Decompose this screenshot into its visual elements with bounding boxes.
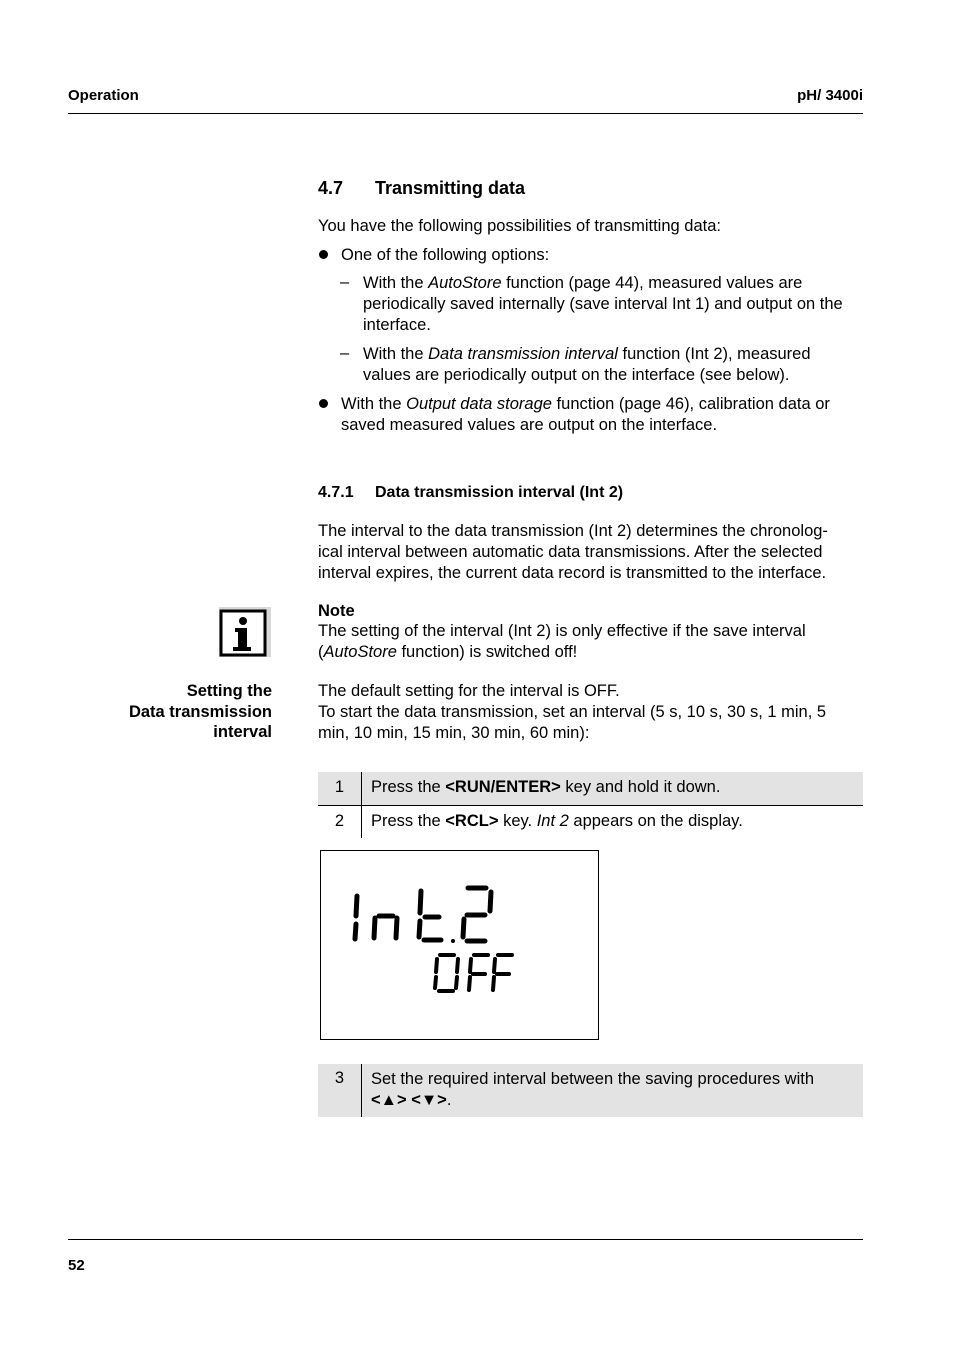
bullet-icon [319, 250, 328, 259]
steps-table [318, 772, 863, 838]
subsection-paragraph: The interval to the data transmission (Int 2) determines the chronolog- ical interval between automatic data transmissions. After the selected interval expires, the current data record is transmitted to the interface. [318, 522, 828, 582]
bullet-icon [319, 399, 328, 408]
step-number: 1 [318, 772, 362, 805]
sub-option-2: With the Data transmission interval function (Int 2), measured values are periodically output on the interface (see below). [363, 345, 811, 384]
up-arrow-key: <▲> [371, 1091, 407, 1109]
note-text: The setting of the interval (Int 2) is only effective if the save interval (AutoStore function) is switched off! [318, 622, 806, 661]
info-icon [219, 607, 271, 657]
lcd-display [320, 850, 599, 1040]
dash-icon: – [340, 344, 350, 362]
bullet-2-text: With the Output data storage function (page 46), calibration data or saved measured values are output on the interface. [341, 395, 830, 434]
subsection-number: 4.7.1 [318, 484, 354, 501]
step-row [318, 805, 863, 838]
lcd-line-2 [598, 851, 599, 852]
step-text: Press the <RCL> key. Int 2 appears on the display. [371, 811, 743, 830]
down-arrow-key: <▼> [411, 1091, 447, 1109]
lcd-line-1 [598, 851, 599, 852]
header-model-label: pH/ 3400i [797, 87, 863, 104]
subsection-title: Data transmission interval (Int 2) [375, 484, 624, 501]
sub-option-1: With the AutoStore function (page 44), measured values are periodically saved internally (save interval Int 1) and output on the interface. [363, 274, 843, 334]
note-heading: Note [318, 602, 355, 620]
step-number: 2 [318, 805, 362, 838]
header-rule [68, 113, 863, 114]
step-row [318, 1064, 863, 1117]
footer-rule [68, 1239, 863, 1240]
section-number: 4.7 [318, 178, 344, 198]
step-row [318, 772, 863, 805]
steps-table-2 [318, 1064, 863, 1117]
dash-icon: – [340, 273, 350, 291]
page-number: 52 [68, 1257, 85, 1274]
step-text: Press the <RUN/ENTER> key and hold it down. [371, 778, 721, 796]
section-intro: You have the following possibilities of transmitting data: [318, 217, 721, 235]
step-number: 3 [318, 1064, 362, 1117]
lcd-segment-graphic [321, 851, 598, 1039]
step-text: Set the required interval between the saving procedures with <▲> <▼>. [371, 1070, 815, 1109]
default-setting-text: The default setting for the interval is OFF. To start the data transmission, set an interval (5 s, 10 s, 30 s, 1 min, 5 min, 10 min, 15 min, 30 min, 60 min): [318, 682, 827, 742]
header-section-label: Operation [68, 87, 139, 104]
bullet-1-text: One of the following options: [341, 246, 550, 264]
sidebar-label: Setting the Data transmission interval [128, 682, 272, 741]
section-title: Transmitting data [375, 178, 526, 198]
